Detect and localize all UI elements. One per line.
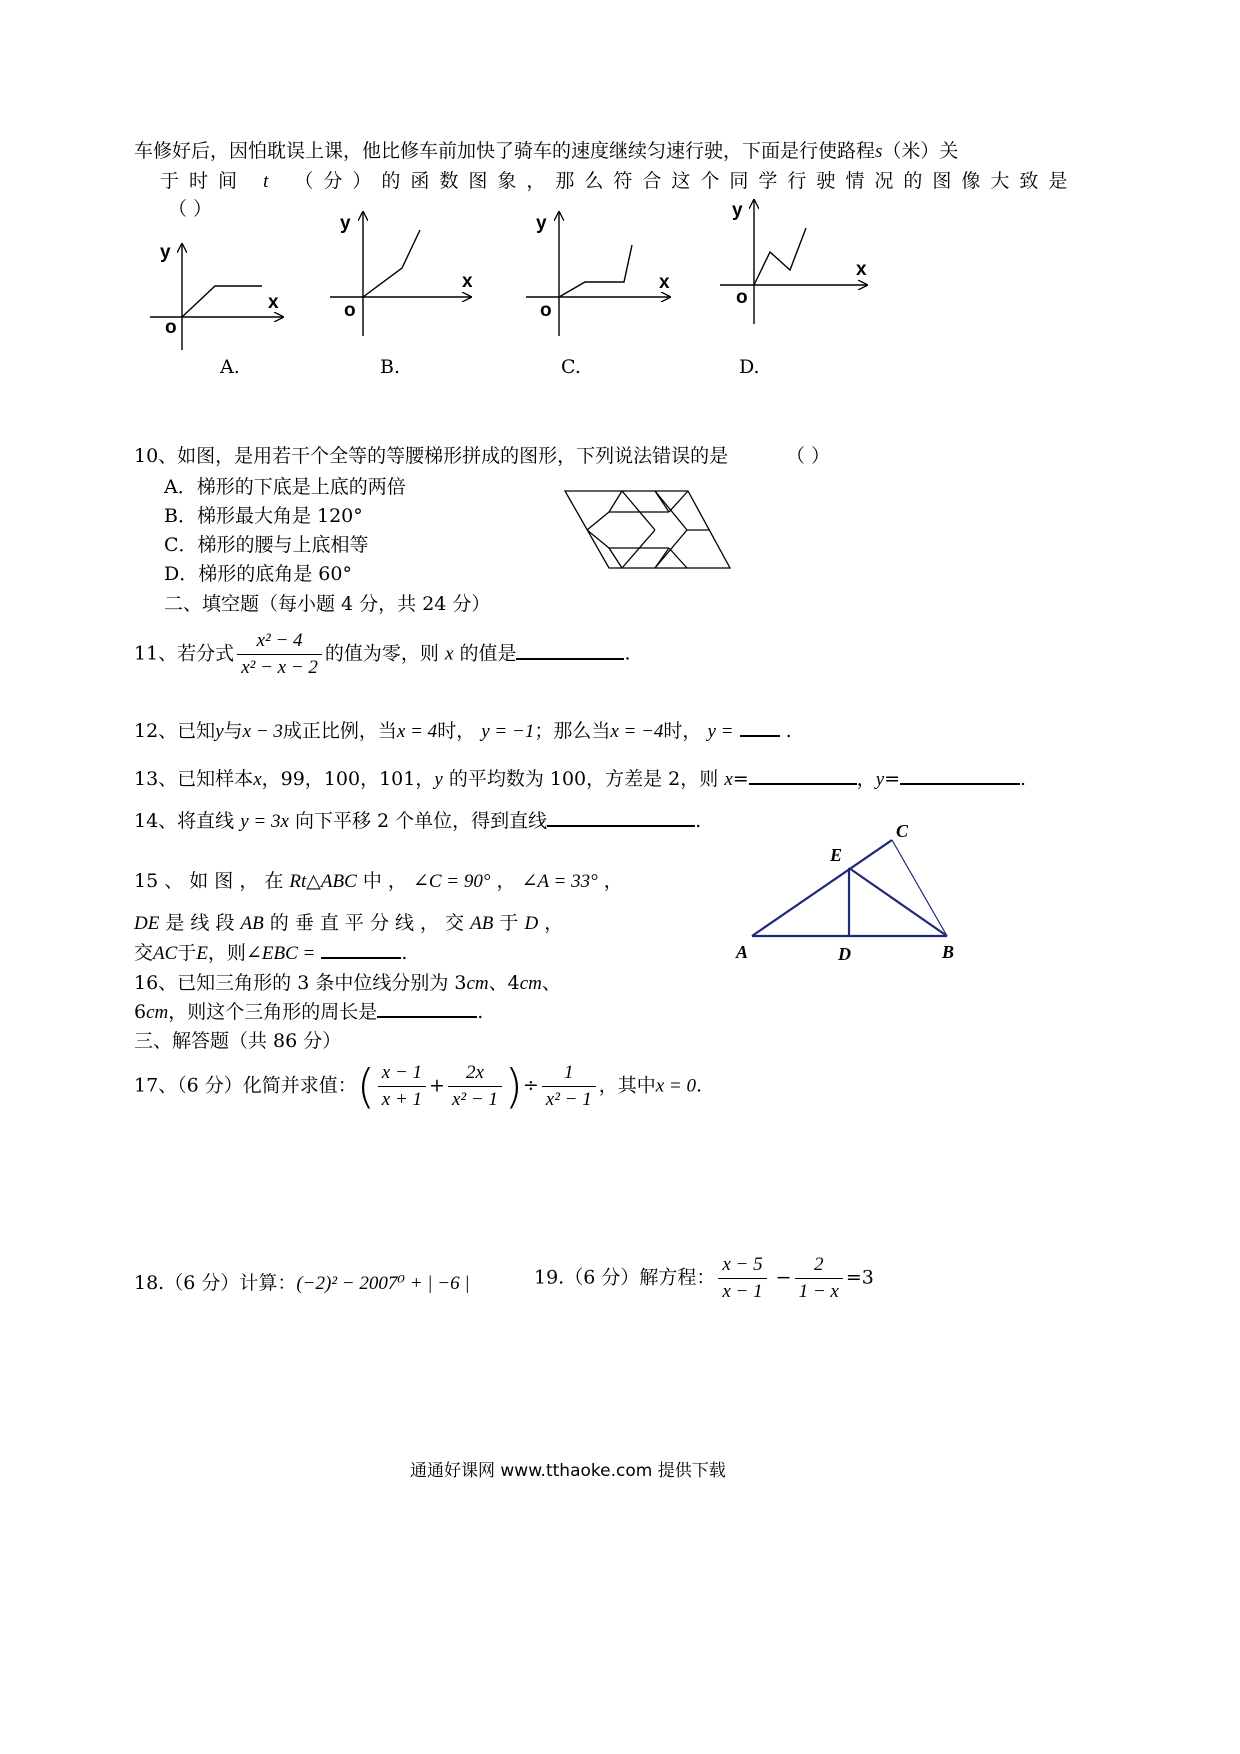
q15-line1: 15 、 如 图 ， 在 Rt△ABC 中 ， ∠C = 90° ， ∠A = 33° ， [134,870,623,892]
fig-label-d: D [838,944,851,964]
q16-answer-blank [377,998,477,1018]
q16-line1: 16、已知三角形的 3 条中位线分别为 3cm、4cm、 [134,972,561,994]
graph-a-x-label: x [268,292,279,313]
q10-option-d: D．梯形的底角是 60° [164,563,352,585]
fig-label-b: B [942,942,955,962]
q17: 17、（6 分）化简并求值：( $\frac{x - 1}{x + 1}$ + $\frac{2x}{\text{x² − 1}}$ )÷ $\frac{1}{\text{x² − 1}}$ ，其中x = 0. [134,1059,703,1114]
q9-line1: 车修好后，因怕耽误上课，他比修车前加快了骑车的速度继续匀速行驶，下面是行使路程s（米）关 [134,140,959,162]
graph-d-x-label: x [856,259,867,280]
graph-a-y-label: y [160,242,171,263]
q13: 13、已知样本x，99，100，101，y 的平均数为 100，方差是 2，则 x= ，y= . [134,764,1026,791]
q16-line2: 6cm，则这个三角形的周长是 . [134,997,483,1024]
q9-answer-paren: （ ） [168,198,213,220]
section-3-heading: 三、解答题（共 86 分） [134,1030,342,1052]
q10-option-a: A．梯形的下底是上底的两倍 [164,476,406,498]
page-footer: 通通好课网 www.tthaoke.com 提供下载 [410,1461,726,1481]
graph-c-option-label: C. [561,356,581,378]
graph-c-origin-label: o [540,300,552,321]
q10-option-c: C．梯形的腰与上底相等 [164,534,369,556]
q15-line3: 交AC于E，则∠EBC = . [134,938,407,965]
q18: 18.（6 分）计算：(−2)² − 2007⁰ + | −6 | [134,1272,470,1294]
q19: 19.（6 分）解方程： $\frac{x - 5}{x - 1}$ − $\frac{2}{1 - x}$ =3 [534,1254,874,1302]
q15-line2: DE 是 线 段 AB 的 垂 直 平 分 线 ， 交 AB 于 D ， [134,912,564,934]
section-2-heading: 二、填空题（每小题 4 分，共 24 分） [164,593,491,615]
graph-b-y-label: y [340,213,351,234]
graph-d-origin-label: o [736,287,748,308]
graph-c-y-label: y [536,213,547,234]
graph-a-option-label: A. [220,356,240,378]
fig-label-c: C [896,821,909,841]
q10-stem: 10、如图，是用若干个全等的等腰梯形拼成的图形，下列说法错误的是 [134,445,729,467]
graph-b-origin-label: o [344,300,356,321]
q14: 14、将直线 y = 3x 向下平移 2 个单位，得到直线 . [134,806,701,833]
q9-line2: 于时间 t （分）的函数图象，那么符合这个同学行驶情况的图像大致是 [160,170,1078,192]
q10-option-b: B．梯形最大角是 120° [164,505,363,527]
graph-b-option-label: B. [380,356,401,378]
graph-d-y-label: y [732,200,743,221]
fig-label-a: A [736,942,749,962]
fig-label-e: E [830,845,843,865]
graph-d-option-label: D. [739,356,760,378]
graph-c-x-label: x [659,272,670,293]
q11: 11、若分式 $\frac{\text{x² − 4}}{\text{x² − x − 2}}$ 的值为零，则 x 的值是 . [134,630,631,678]
q10-answer-paren: （ ） [786,445,831,467]
graph-a-origin-label: o [165,317,177,338]
graph-b-x-label: x [462,271,473,292]
q12: 12、已知y与x − 3成正比例，当x = 4时， y = −1；那么当x = −4时， y = . [134,716,792,743]
